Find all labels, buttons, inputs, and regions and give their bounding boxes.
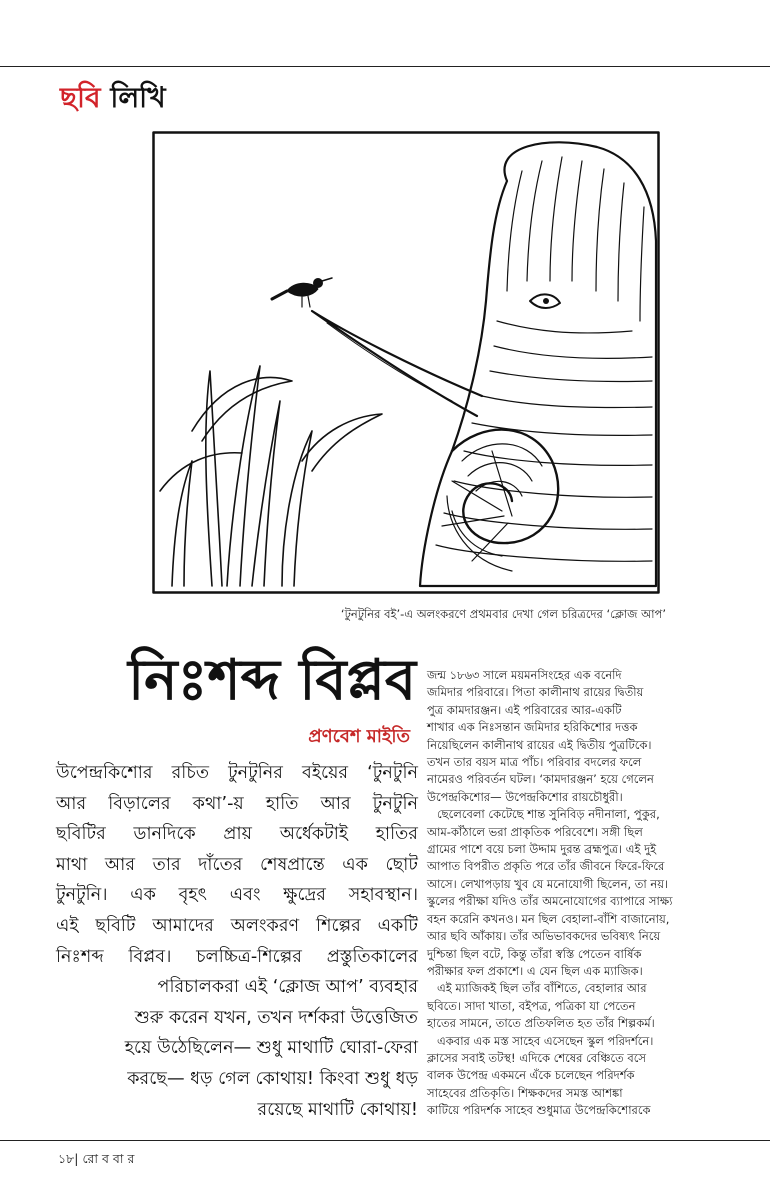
footer-separator: | (74, 1151, 79, 1166)
section-heading (60, 76, 166, 120)
lead-line: করছে— ধড় গেল কোথায়! কিংবা শুধু ধড় (127, 1068, 418, 1089)
body-line: গ্রামের পাশে বয়ে চলা উদ্দাম দুরন্ত ব্রহ্মপুত্র। এই দুই (427, 842, 657, 857)
body-line: একবার এক মস্ত সাহেব এসেছেন স্কুল পরিদর্শনে। (437, 1033, 654, 1048)
lead-line: পরিচালকরা এই ‘ক্লোজ আপ’ ব্যবহার (157, 977, 418, 998)
body-line: পুত্র কামদারঞ্জন। এই পরিবারের আর-একটি (427, 702, 622, 717)
body-line: শাখার এক নিঃসন্তান জমিদার হরিকিশোর দত্তক (427, 720, 638, 735)
elephant-bird-illustration (152, 131, 660, 594)
body-line: হাতের সামনে, তাতে প্রতিফলিত হত তাঁর শিল্পকর্ম। (427, 1016, 655, 1031)
lead-line: উপেন্দ্রকিশোর রচিত টুনটুনির বইয়ের ‘টুনটুনি (56, 763, 418, 783)
body-column (427, 667, 729, 1120)
lead-line: টুনটুনি। এক বৃহৎ এবং ক্ষুদ্রের সহাবস্থান। (56, 885, 418, 906)
body-line: আসে। লেখাপড়ায় খুব যে মনোযোগী ছিলেন, তা নয়। (427, 876, 669, 891)
section-heading-part2: লিখি (110, 81, 166, 114)
magazine-name: রো ব বা র (82, 1151, 135, 1166)
body-line: স্কুলের পরীক্ষা যদিও তাঁর অমনোযোগের ব্যাপারে সাক্ষ্য (427, 894, 673, 909)
figure-caption: ‘টুনটুনির বই’-এ অলংকরণে প্রথমবার দেখা গেল চরিত্রদের ‘ক্লোজ আপ’ (340, 607, 666, 621)
lead-line: আর বিড়ালের কথা’-য় হাতি আর টুনটুনি (56, 793, 418, 814)
body-line: বালক উপেন্দ্র একমনে এঁকে চলেছেন পরিদর্শক (427, 1068, 635, 1083)
top-rule (0, 66, 770, 67)
body-line: আম-কাঁঠালে ভরা প্রাকৃতিক পরিবেশে। সঙ্গী ছিল (427, 824, 643, 839)
lead-line: হয়ে উঠেছিলেন— শুধু মাথাটি ঘোরা-ফেরা (124, 1038, 418, 1059)
body-line: ছেলেবেলা কেটেছে শান্ত সুনিবিড় নদীনালা, পুকুর, (437, 807, 660, 822)
body-line: সাহেবের প্রতিকৃতি। শিক্ষকদের সমস্ত আশঙ্কা (427, 1085, 623, 1100)
lead-line: মাথা আর তার দাঁতের শেষপ্রান্তে এক ছোট (56, 854, 418, 875)
lead-line: নিঃশব্দ বিপ্লব। চলচ্চিত্র-শিল্পের প্রস্তুতিকালের (56, 946, 418, 967)
body-line: জমিদার পরিবারে। পিতা কালীনাথ রায়ের দ্বিতীয় (427, 685, 644, 700)
body-line: পরীক্ষার ফল প্রকাশে। এ যেন ছিল এক ম্যাজিক। (427, 963, 643, 978)
bottom-rule (0, 1140, 770, 1141)
body-line: আপাত বিপরীত প্রকৃতি পরে তাঁর জীবনে ফিরে-ফিরে (427, 859, 665, 874)
lead-line: শুরু করেন যখন, তখন দর্শকরা উত্তেজিত (134, 1007, 418, 1028)
body-line: আর ছবি আঁকায়। তাঁর অভিভাবকদের ভবিষ্যৎ নিয়ে (427, 929, 661, 944)
body-line: ক্লাসের সবাই তটস্থ! এদিকে শেষের বেঞ্চিতে বসে (427, 1050, 647, 1065)
body-line: কাটিয়ে পরিদর্শক সাহেব শুধুমাত্র উপেন্দ্রকিশোরকে (427, 1103, 651, 1118)
article-author: প্রণবেশ মাইতি (308, 726, 410, 747)
section-heading-part1: ছবি (60, 81, 101, 114)
article-title: নিঃশব্দ বিপ্লব (128, 647, 416, 713)
body-line: দুশ্চিন্তা ছিল বটে, কিন্তু তাঁরা স্বস্তি পেতেন বার্ষিক (427, 946, 642, 961)
body-line: নামেরও পরিবর্তন ঘটল। ‘কামদারঞ্জন’ হয়ে গেলেন (427, 772, 654, 787)
body-line: ছবিতে। সাদা খাতা, বইপত্র, পত্রিকা যা পেতেন (427, 998, 636, 1013)
body-line: এই ম্যাজিকই ছিল তাঁর বাঁশিতে, বেহালার আর (437, 981, 647, 996)
body-line: উপেন্দ্রকিশোর— উপেন্দ্রকিশোর রায়চৌধুরী। (427, 789, 623, 804)
lead-line: এই ছবিটি আমাদের অলংকরণ শিল্পের একটি (56, 915, 418, 936)
page-footer (58, 1151, 134, 1171)
lead-line: রয়েছে মাথাটি কোথায়! (257, 1099, 418, 1120)
body-line: জন্ম ১৮৬৩ সালে ময়মনসিংহের এক বনেদি (427, 668, 622, 682)
lead-line: ছবিটির ডানদিকে প্রায় অর্ধেকটাই হাতির (56, 824, 418, 845)
lead-paragraph (56, 758, 418, 1125)
page-number: ১৮ (58, 1151, 75, 1166)
body-line: তখন তার বয়স মাত্র পাঁচ। পরিবার বদলের ফলে (427, 755, 642, 770)
body-line: বহন করেনি কখনও। মন ছিল বেহালা-বাঁশি বাজানোয়, (427, 911, 670, 926)
body-line: নিয়েছিলেন কালীনাথ রায়ের এই দ্বিতীয় পুত্রটিকে। (427, 737, 652, 752)
